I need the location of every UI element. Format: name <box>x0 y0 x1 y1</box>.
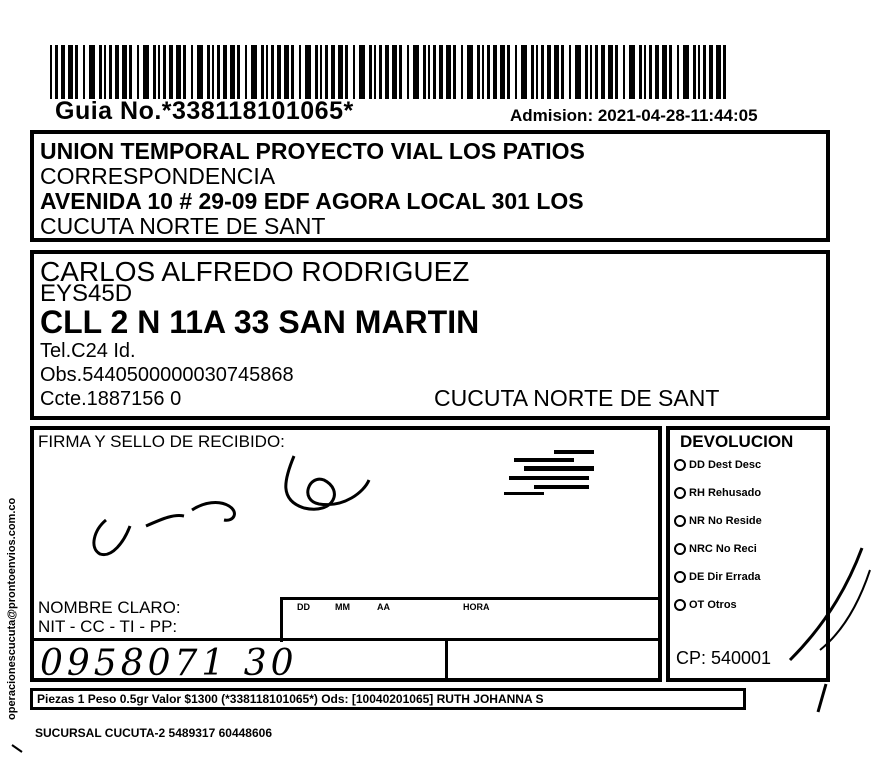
date-label-aa: AA <box>377 602 390 612</box>
barcode-bar <box>353 45 355 99</box>
return-option-ot[interactable] <box>674 599 737 611</box>
barcode-bar <box>369 45 372 99</box>
barcode-bar <box>75 45 78 99</box>
barcode-bar <box>698 45 700 99</box>
date-label-hora: HORA <box>463 602 490 612</box>
barcode-bar <box>493 45 497 99</box>
barcode-bar <box>487 45 490 99</box>
barcode-bar <box>467 45 473 99</box>
barcode-bar <box>477 45 480 99</box>
barcode-bar <box>320 45 322 99</box>
barcode-bar <box>176 45 181 99</box>
barcode-bar <box>291 45 294 99</box>
barcode-bar <box>212 45 214 99</box>
barcode-bar <box>115 45 119 99</box>
barcode-bar <box>623 45 625 99</box>
barcode-bar <box>345 45 348 99</box>
barcode-bar <box>446 45 451 99</box>
barcode-bar <box>261 45 264 99</box>
barcode-bar <box>536 45 538 99</box>
barcode-bar <box>453 45 456 99</box>
barcode <box>50 45 730 99</box>
barcode-bar <box>399 45 402 99</box>
barcode-bar <box>245 45 247 99</box>
barcode-bar <box>385 45 389 99</box>
receipt-box <box>30 426 662 682</box>
barcode-bar <box>223 45 227 99</box>
sender-line-3: AVENIDA 10 # 29-09 EDF AGORA LOCAL 301 LOS <box>40 188 584 214</box>
barcode-bar <box>284 45 289 99</box>
barcode-bar <box>83 45 85 99</box>
barcode-bar <box>392 45 397 99</box>
recipient-address: CLL 2 N 11A 33 SAN MARTIN <box>40 304 480 340</box>
id-label: NIT - CC - TI - PP: <box>38 617 178 636</box>
barcode-bar <box>639 45 642 99</box>
option-label: NRC No Reci <box>689 543 757 555</box>
barcode-bar <box>644 45 646 99</box>
barcode-bar <box>197 45 203 99</box>
barcode-bar <box>183 45 186 99</box>
barcode-bar <box>109 45 112 99</box>
radio-circle-icon <box>674 459 686 471</box>
name-id-labels <box>38 598 181 636</box>
barcode-bar <box>277 45 281 99</box>
barcode-bar <box>230 45 235 99</box>
radio-circle-icon <box>674 515 686 527</box>
return-option-de[interactable] <box>674 571 761 583</box>
footer-strip-text: Piezas 1 Peso 0.5gr Valor $1300 (*338118101065*) Ods: [10040201065] RUTH JOHANNA S <box>37 692 544 706</box>
barcode-bar <box>716 45 721 99</box>
barcode-bar <box>482 45 484 99</box>
barcode-bar <box>554 45 559 99</box>
barcode-bar <box>413 45 419 99</box>
barcode-bar <box>423 45 426 99</box>
barcode-bar <box>61 45 65 99</box>
recipient-code: EYS45D <box>40 280 133 307</box>
barcode-bar <box>153 45 156 99</box>
barcode-bar <box>547 45 551 99</box>
recipient-ccte: Ccte.1887156 0 <box>40 388 182 410</box>
barcode-bar <box>428 45 430 99</box>
return-option-rh[interactable] <box>674 487 761 499</box>
barcode-bar <box>169 45 173 99</box>
barcode-bar <box>601 45 605 99</box>
barcode-bar <box>163 45 166 99</box>
signature-label: FIRMA Y SELLO DE RECIBIDO: <box>38 432 285 451</box>
barcode-bar <box>359 45 365 99</box>
barcode-bar <box>723 45 726 99</box>
barcode-bar <box>331 45 335 99</box>
barcode-bar <box>515 45 517 99</box>
barcode-bar <box>55 45 58 99</box>
barcode-bar <box>541 45 544 99</box>
option-label: OT Otros <box>689 599 737 611</box>
recipient-city: CUCUTA NORTE DE SANT <box>434 385 720 411</box>
barcode-bar <box>305 45 311 99</box>
barcode-bar <box>683 45 689 99</box>
barcode-bar <box>50 45 52 99</box>
barcode-bar <box>649 45 652 99</box>
id-number-box <box>34 641 448 682</box>
barcode-bar <box>531 45 534 99</box>
option-label: RH Rehusado <box>689 487 762 499</box>
barcode-bar <box>104 45 106 99</box>
barcode-bar <box>207 45 210 99</box>
barcode-bar <box>521 45 527 99</box>
barcode-bar <box>407 45 409 99</box>
barcode-bar <box>585 45 588 99</box>
radio-circle-icon <box>674 599 686 611</box>
barcode-bar <box>379 45 382 99</box>
barcode-bar <box>271 45 274 99</box>
postal-code: CP: 540001 <box>676 648 772 668</box>
barcode-bar <box>662 45 667 99</box>
barcode-bar <box>693 45 696 99</box>
barcode-bar <box>500 45 505 99</box>
barcode-bar <box>615 45 618 99</box>
sender-line-1: UNION TEMPORAL PROYECTO VIAL LOS PATIOS <box>40 138 585 164</box>
barcode-bar <box>569 45 571 99</box>
date-time-box <box>280 597 662 642</box>
barcode-bar <box>325 45 328 99</box>
branch-line: SUCURSAL CUCUTA-2 5489317 60448606 <box>35 726 272 740</box>
barcode-bar <box>703 45 706 99</box>
return-option-nrc[interactable] <box>674 543 757 555</box>
id-handwritten: 0958071 30 <box>40 643 298 684</box>
barcode-bar <box>433 45 436 99</box>
barcode-bar <box>655 45 659 99</box>
barcode-bar <box>374 45 376 99</box>
date-label-mm: MM <box>335 602 350 612</box>
return-box <box>666 426 830 682</box>
sender-line-2: CORRESPONDENCIA <box>40 163 276 189</box>
barcode-bar <box>608 45 613 99</box>
barcode-bar <box>217 45 220 99</box>
barcode-bar <box>99 45 102 99</box>
sender-box <box>30 130 830 242</box>
barcode-bar <box>191 45 193 99</box>
option-label: DD Dest Desc <box>689 459 762 471</box>
barcode-bar <box>590 45 592 99</box>
return-option-nr[interactable] <box>674 515 762 527</box>
barcode-bar <box>251 45 257 99</box>
radio-circle-icon <box>674 487 686 499</box>
barcode-bar <box>338 45 343 99</box>
radio-circle-icon <box>674 571 686 583</box>
footer-strip <box>30 688 746 710</box>
recipient-tel: Tel.C24 Id. <box>40 340 136 362</box>
barcode-bar <box>315 45 318 99</box>
barcode-bar <box>561 45 564 99</box>
option-label: DE Dir Errada <box>689 571 761 583</box>
return-option-dd[interactable] <box>674 459 761 471</box>
barcode-bar <box>677 45 679 99</box>
radio-circle-icon <box>674 543 686 555</box>
barcode-bar <box>575 45 581 99</box>
barcode-bar <box>709 45 713 99</box>
return-title: DEVOLUCION <box>680 432 794 451</box>
date-label-dd: DD <box>297 602 310 612</box>
barcode-bar <box>68 45 73 99</box>
side-email: operacionescucuta@prontoenvios.com.co <box>6 497 18 720</box>
barcode-bar <box>629 45 635 99</box>
barcode-bar <box>507 45 510 99</box>
barcode-bar <box>299 45 301 99</box>
barcode-bar <box>595 45 598 99</box>
admission-timestamp: Admision: 2021-04-28-11:44:05 <box>510 106 758 125</box>
name-label: NOMBRE CLARO: <box>38 598 181 617</box>
barcode-bar <box>461 45 463 99</box>
barcode-bar <box>669 45 672 99</box>
recipient-name: CARLOS ALFREDO RODRIGUEZ <box>40 256 470 287</box>
sender-line-4: CUCUTA NORTE DE SANT <box>40 213 326 239</box>
option-label: NR No Reside <box>689 515 762 527</box>
barcode-bar <box>122 45 127 99</box>
barcode-bar <box>158 45 160 99</box>
barcode-bar <box>143 45 149 99</box>
barcode-bar <box>137 45 139 99</box>
barcode-bar <box>89 45 95 99</box>
barcode-bar <box>129 45 132 99</box>
recipient-box <box>30 250 830 420</box>
guide-number: Guia No.*338118101065* <box>55 97 354 125</box>
barcode-bar <box>237 45 240 99</box>
recipient-obs: Obs.5440500000030745868 <box>40 364 294 386</box>
barcode-bar <box>266 45 268 99</box>
barcode-bar <box>439 45 443 99</box>
